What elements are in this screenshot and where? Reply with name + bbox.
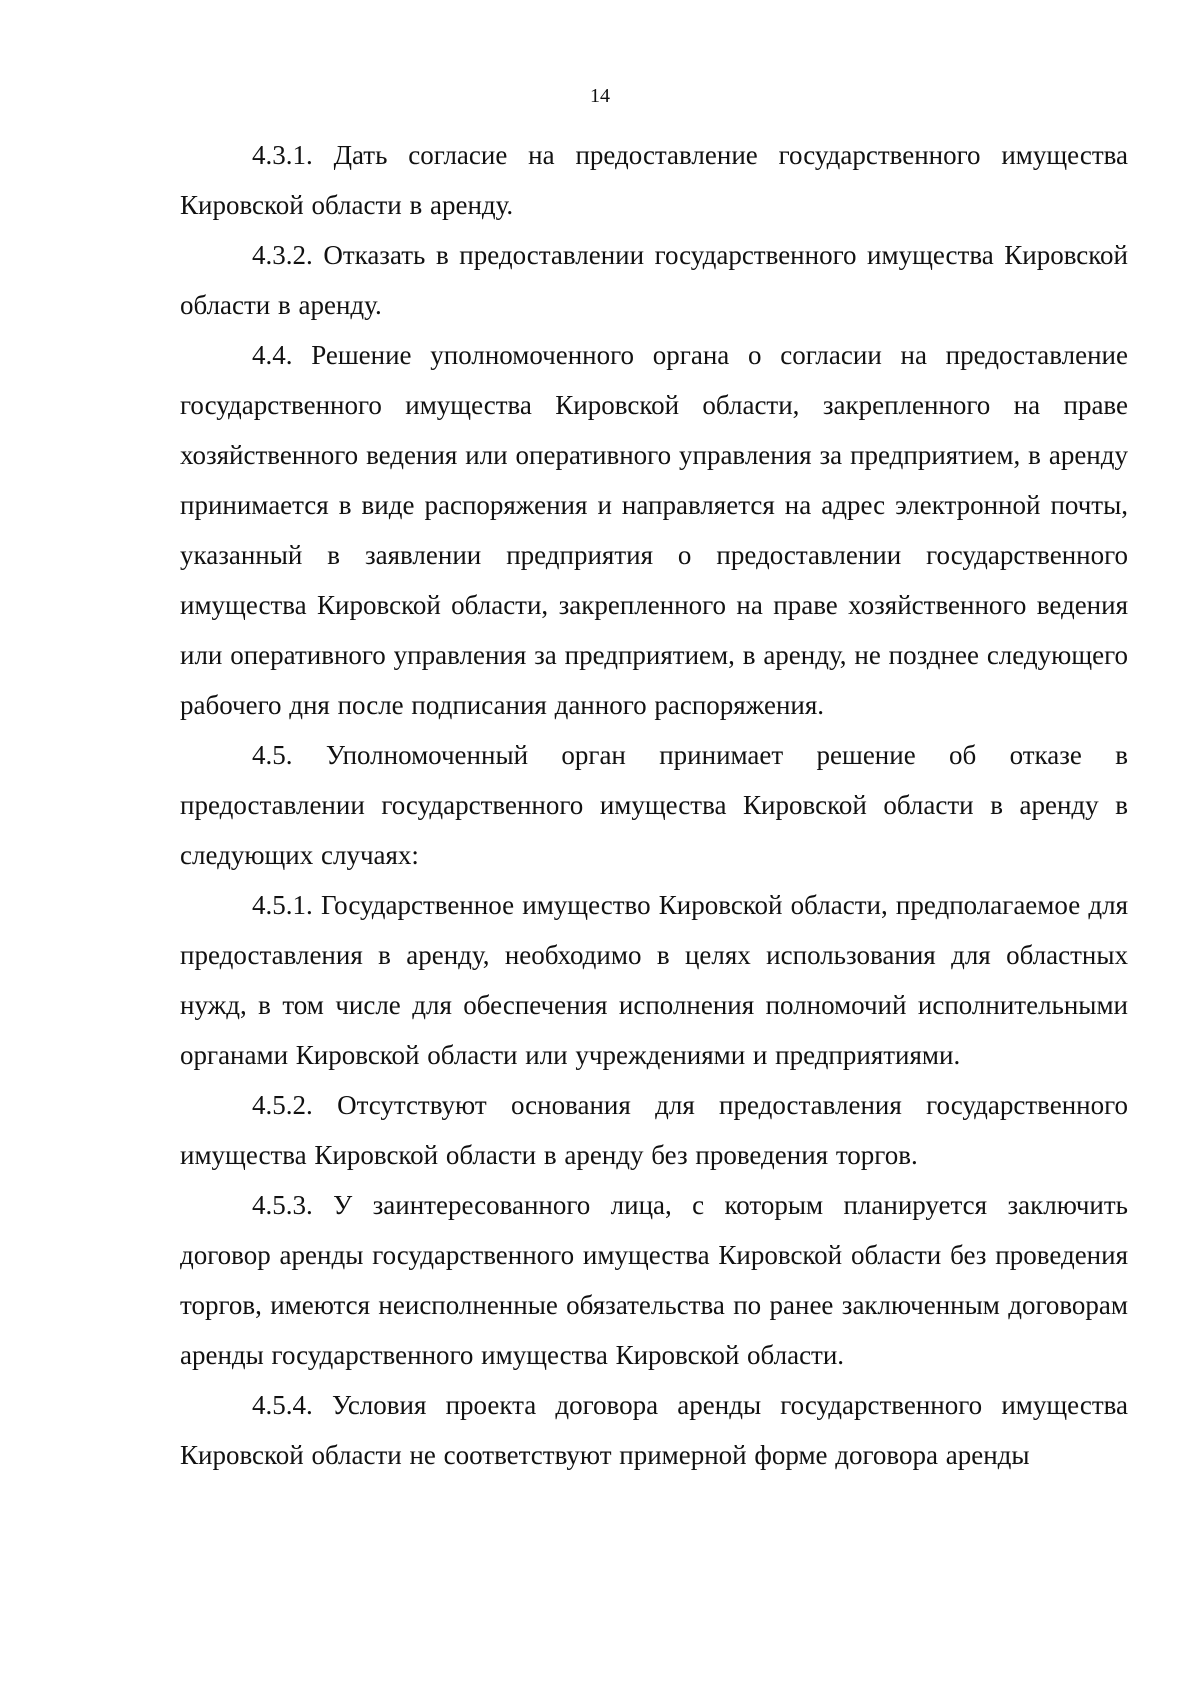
document-body	[180, 130, 1128, 1480]
paragraph-4-5-2: 4.5.2. Отсутствуют основания для предоставления государственного имущества Кировской области в аренду без проведения торгов.	[180, 1090, 1128, 1170]
paragraph-4-5-3: 4.5.3. У заинтересованного лица, с которым планируется заключить договор аренды государственного имущества Кировской области без проведения торгов, имеются неисполненные обязательства по ранее заключенным договорам аренды государственного имущества Кировской области.	[180, 1190, 1128, 1370]
paragraph-4-3-1: 4.3.1. Дать согласие на предоставление государственного имущества Кировской области в аренду.	[180, 140, 1128, 220]
paragraph-4-5-4: 4.5.4. Условия проекта договора аренды государственного имущества Кировской области не соответствуют примерной форме договора аренды	[180, 1390, 1128, 1470]
paragraph-4-5: 4.5. Уполномоченный орган принимает решение об отказе в предоставлении государственного имущества Кировской области в аренду в следующих случаях:	[180, 740, 1128, 870]
paragraph-4-5-1: 4.5.1. Государственное имущество Кировской области, предполагаемое для предоставления в аренду, необходимо в целях использования для областных нужд, в том числе для обеспечения исполнения полномочий исполнительными органами Кировской области или учреждениями и предприятиями.	[180, 890, 1128, 1070]
paragraph-4-3-2: 4.3.2. Отказать в предоставлении государственного имущества Кировской области в аренду.	[180, 240, 1128, 320]
page-number: 14	[590, 85, 610, 107]
paragraph-4-4: 4.4. Решение уполномоченного органа о согласии на предоставление государственного имущества Кировской области, закрепленного на праве хозяйственного ведения или оперативного управления за предприятием, в аренду принимается в виде распоряжения и направляется на адрес электронной почты, указанный в заявлении предприятия о предоставлении государственного имущества Кировской области, закрепленного на праве хозяйственного ведения или оперативного управления за предприятием, в аренду, не позднее следующего рабочего дня после подписания данного распоряжения.	[180, 340, 1128, 720]
